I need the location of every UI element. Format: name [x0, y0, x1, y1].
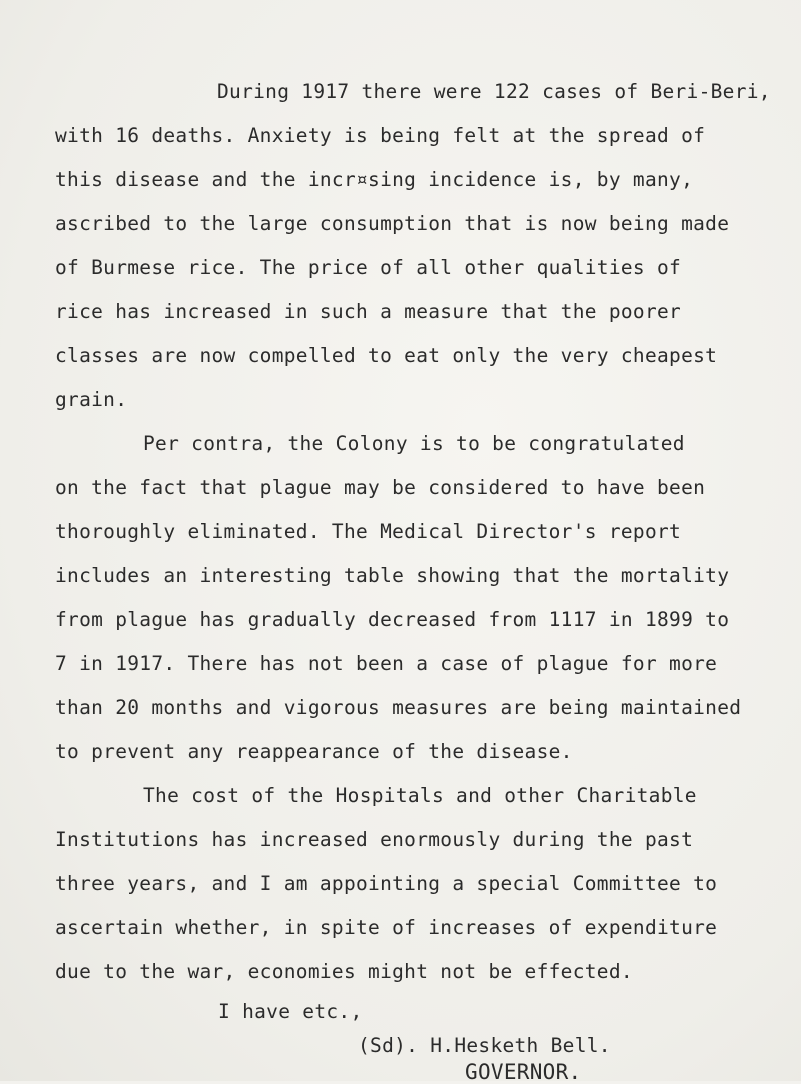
paragraph-3-line-4: ascertain whether, in spite of increases of expenditure [55, 916, 718, 939]
paragraph-2-line-3: thoroughly eliminated. The Medical Director's report [55, 520, 682, 543]
paragraph-1-line-5: of Burmese rice. The price of all other qualities of [55, 256, 682, 279]
paragraph-3-line-1: The cost of the Hospitals and other Charitable [143, 784, 697, 807]
paragraph-3-line-3: three years, and I am appointing a special Committee to [55, 872, 718, 895]
governor-title: GOVERNOR. [465, 1060, 582, 1084]
signature: (Sd). H.Hesketh Bell. [358, 1034, 611, 1057]
paragraph-2-line-5: from plague has gradually decreased from 1117 in 1899 to [55, 608, 730, 631]
paragraph-2-line-6: 7 in 1917. There has not been a case of plague for more [55, 652, 718, 675]
paragraph-2-line-8: to prevent any reappearance of the disease. [55, 740, 573, 763]
paragraph-1-line-8: grain. [55, 388, 128, 411]
paragraph-2-line-4: includes an interesting table showing that the mortality [55, 564, 730, 587]
closing: I have etc., [218, 1000, 363, 1023]
paragraph-3-line-2: Institutions has increased enormously during the past [55, 828, 694, 851]
paragraph-1-line-2: with 16 deaths. Anxiety is being felt at the spread of [55, 124, 706, 147]
paragraph-1-line-3: this disease and the incr¤sing incidence is, by many, [55, 168, 694, 191]
paragraph-2-line-7: than 20 months and vigorous measures are being maintained [55, 696, 742, 719]
paragraph-3-line-5: due to the war, economies might not be effected. [55, 960, 633, 983]
paragraph-1-line-7: classes are now compelled to eat only the very cheapest [55, 344, 718, 367]
paragraph-2-line-2: on the fact that plague may be considered to have been [55, 476, 706, 499]
paragraph-2-line-1: Per contra, the Colony is to be congratulated [143, 432, 685, 455]
paragraph-1-line-6: rice has increased in such a measure that the poorer [55, 300, 682, 323]
paragraph-1-line-4: ascribed to the large consumption that is now being made [55, 212, 730, 235]
paragraph-1-line-1: During 1917 there were 122 cases of Beri-Beri, [217, 80, 771, 103]
